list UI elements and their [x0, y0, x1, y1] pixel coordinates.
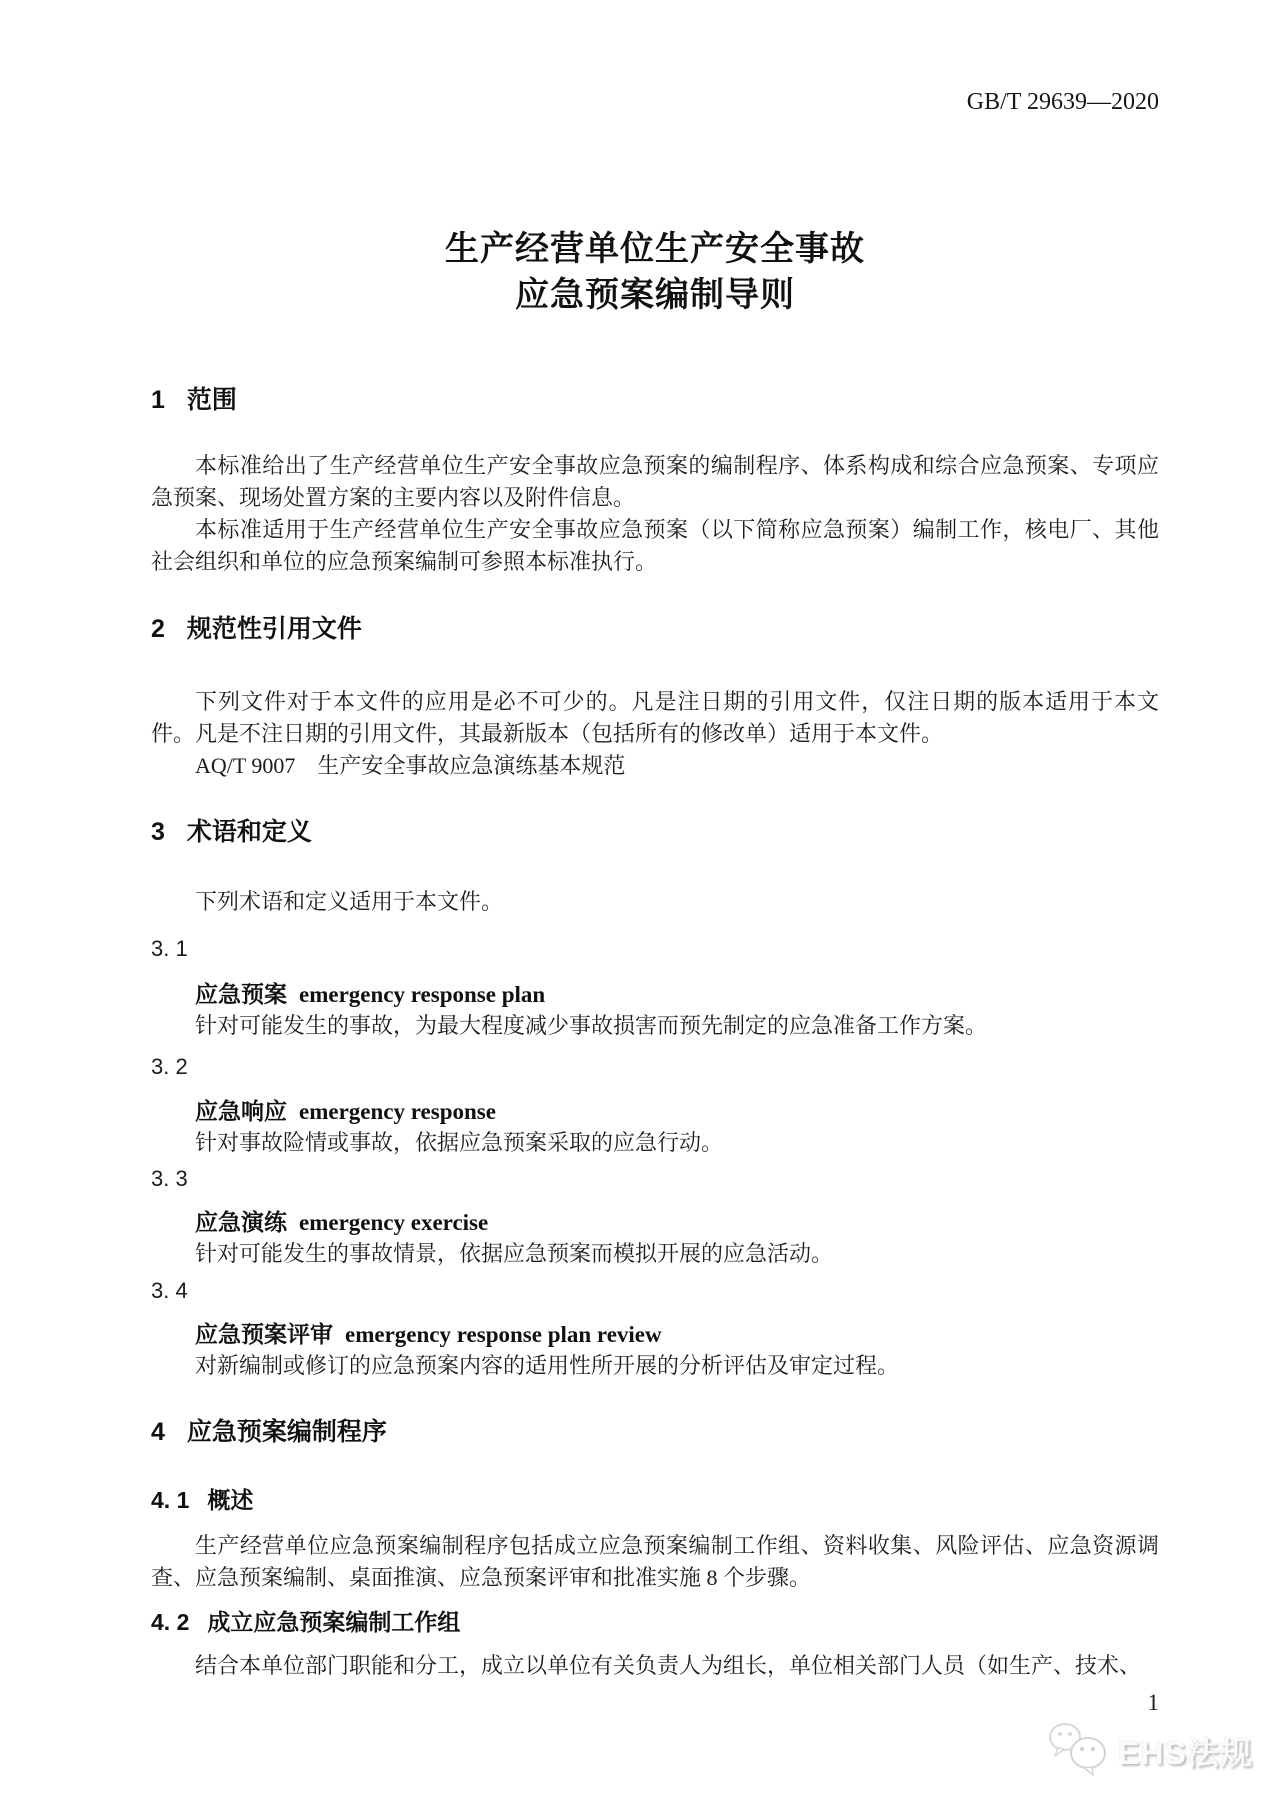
paragraph: 本标准给出了生产经营单位生产安全事故应急预案的编制程序、体系构成和综合应急预案、专项应急预案、现场处置方案的主要内容以及附件信息。 — [151, 453, 1159, 510]
clause-number-3-4: 3. 4 — [151, 1278, 188, 1303]
section-4-2-title: 成立应急预案编制工作组 — [207, 1609, 461, 1635]
watermark-text: EHS法规 — [1118, 1734, 1253, 1771]
section-4-1-number: 4. 1 — [151, 1487, 190, 1513]
section-4-2-heading — [151, 1606, 1159, 1638]
clause-number-3-1: 3. 1 — [151, 936, 188, 961]
term-en: emergency response plan — [299, 982, 546, 1007]
section-2-number: 2 — [151, 615, 165, 643]
section-1-title: 范围 — [186, 386, 237, 414]
clause-number-3-3: 3. 3 — [151, 1166, 188, 1191]
term-3-2 — [151, 1095, 1203, 1128]
document-title-line2: 应急预案编制导则 — [515, 276, 795, 314]
section-4-1-body — [151, 1530, 1159, 1594]
section-3-number: 3 — [151, 818, 165, 846]
section-4-heading — [151, 1415, 1159, 1449]
paragraph: 生产经营单位应急预案编制程序包括成立应急预案编制工作组、资料收集、风险评估、应急资源调查、应急预案编制、桌面推演、应急预案评审和批准实施 8 个步骤。 — [151, 1533, 1159, 1590]
section-1-number: 1 — [151, 386, 165, 414]
section-2-heading — [151, 612, 1159, 646]
term-3-1 — [151, 978, 1203, 1011]
term-definition: 对新编制或修订的应急预案内容的适用性所开展的分析评估及审定过程。 — [195, 1353, 900, 1378]
term-en: emergency exercise — [299, 1210, 489, 1235]
wechat-icon — [1048, 1720, 1110, 1781]
term-3-4 — [151, 1318, 1203, 1351]
page-number: 1 — [1147, 1690, 1159, 1715]
section-1-body — [151, 450, 1159, 578]
section-1-heading — [151, 383, 1159, 417]
section-2-body — [151, 686, 1159, 750]
watermark — [1048, 1720, 1253, 1781]
paragraph: 结合本单位部门职能和分工，成立以单位有关负责人为组长，单位相关部门人员（如生产、技术、 — [195, 1653, 1142, 1678]
term-zh: 应急响应 — [195, 1098, 287, 1124]
term-zh: 应急预案 — [195, 981, 287, 1007]
terms-intro: 下列术语和定义适用于本文件。 — [195, 889, 504, 914]
section-4-title: 应急预案编制程序 — [186, 1418, 387, 1446]
section-4-1-title: 概述 — [207, 1487, 254, 1513]
section-3-heading — [151, 815, 1159, 849]
term-zh: 应急预案评审 — [195, 1321, 333, 1347]
section-4-number: 4 — [151, 1418, 165, 1446]
standard-number-header: GB/T 29639—2020 — [966, 89, 1159, 115]
term-definition: 针对可能发生的事故，为最大程度减少事故损害而预先制定的应急准备工作方案。 — [195, 1013, 988, 1038]
term-en: emergency response plan review — [345, 1322, 662, 1347]
paragraph: 本标准适用于生产经营单位生产安全事故应急预案（以下简称应急预案）编制工作，核电厂、其他社会组织和单位的应急预案编制可参照本标准执行。 — [151, 517, 1159, 574]
clause-number-3-2: 3. 2 — [151, 1054, 188, 1079]
term-en: emergency response — [299, 1099, 496, 1124]
section-3-title: 术语和定义 — [186, 818, 312, 846]
section-4-1-heading — [151, 1484, 1159, 1516]
paragraph: 下列文件对于本文件的应用是必不可少的。凡是注日期的引用文件，仅注日期的版本适用于本文件。凡是不注日期的引用文件，其最新版本（包括所有的修改单）适用于本文件。 — [151, 689, 1159, 746]
document-title — [151, 226, 1159, 318]
term-zh: 应急演练 — [195, 1209, 287, 1235]
normative-reference: AQ/T 9007 生产安全事故应急演练基本规范 — [195, 753, 626, 778]
section-4-2-number: 4. 2 — [151, 1609, 190, 1635]
term-3-3 — [151, 1206, 1203, 1239]
document-title-line1: 生产经营单位生产安全事故 — [445, 230, 865, 268]
section-4-2-body — [151, 1650, 1159, 1682]
section-2-title: 规范性引用文件 — [186, 615, 362, 643]
term-definition: 针对事故险情或事故，依据应急预案采取的应急行动。 — [195, 1130, 724, 1155]
term-definition: 针对可能发生的事故情景，依据应急预案而模拟开展的应急活动。 — [195, 1241, 834, 1266]
